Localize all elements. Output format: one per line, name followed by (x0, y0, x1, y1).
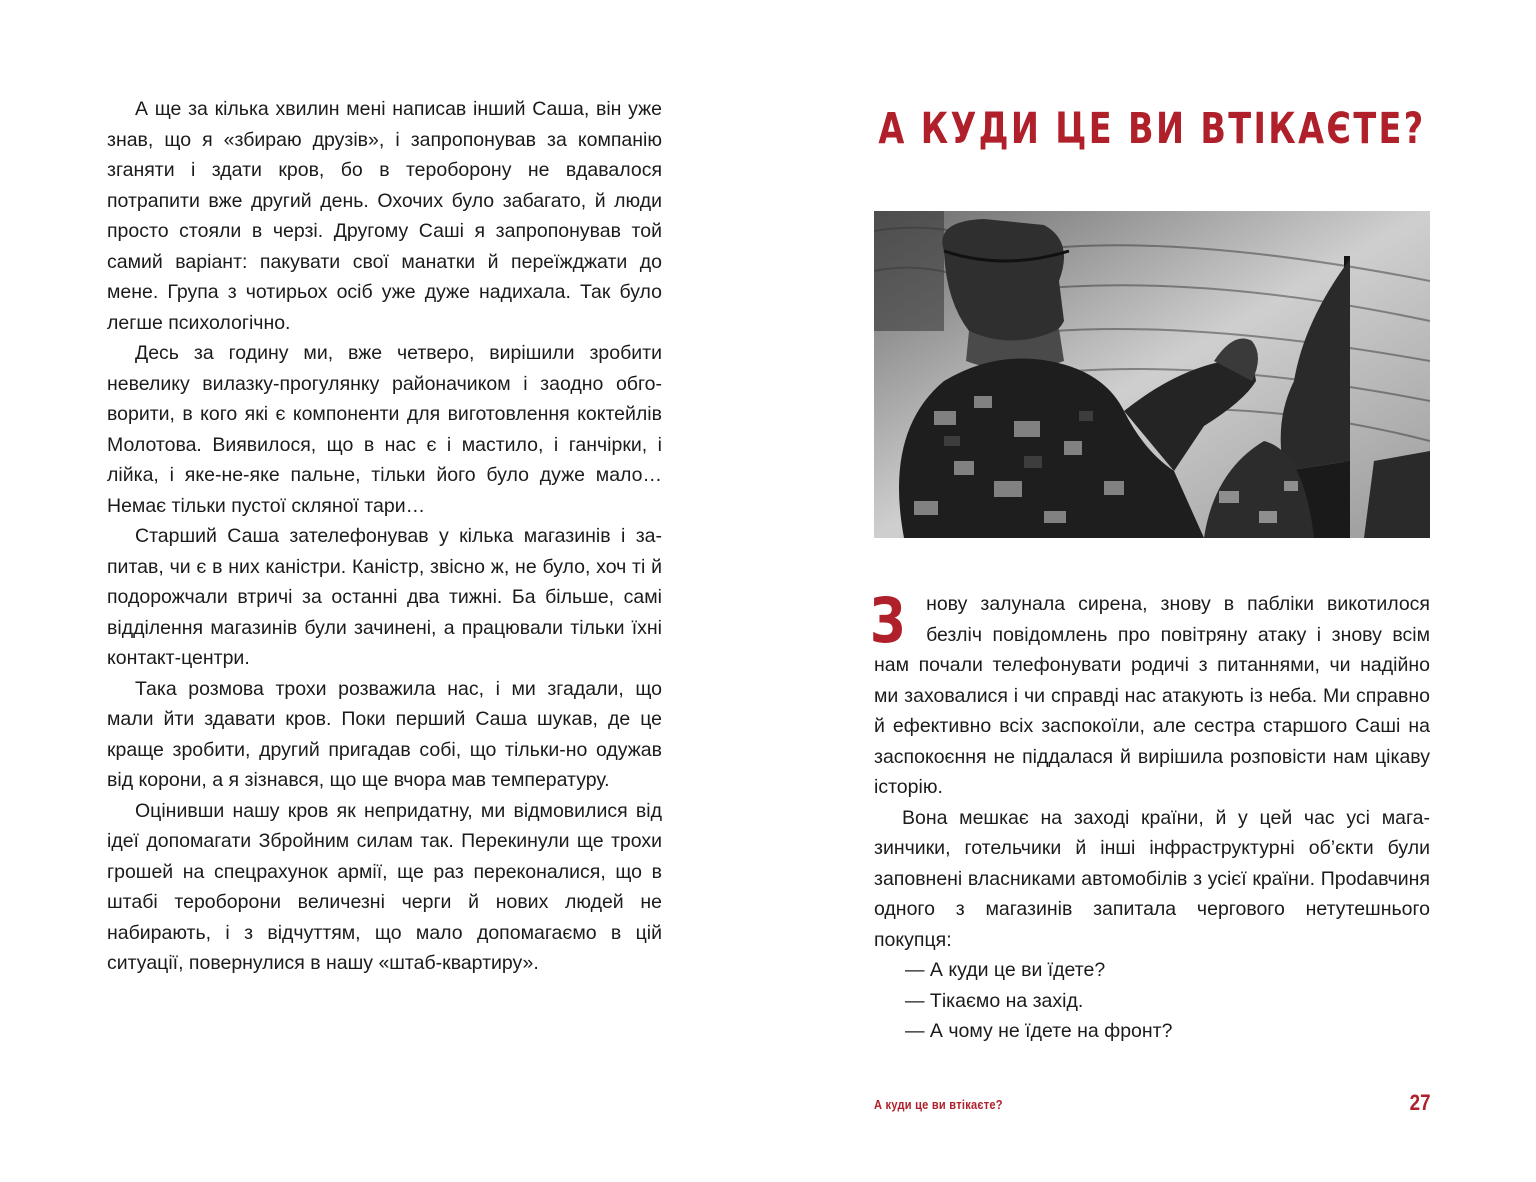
left-page-body (107, 94, 662, 979)
page-number: 27 (1409, 1090, 1430, 1115)
paragraph: Вона мешкає на заході країни, й у цей час усі магазинчики, готельчики й інші інфраструктурні об’єкти були заповнені власниками автомобілів з усієї країни. Проdавчиня одного з магазинів запитала чергового нетутешнього покупця: (874, 806, 1430, 951)
dialog-line: — Тікаємо на захід. (905, 989, 1084, 1012)
opening-paragraph (870, 584, 1430, 803)
opening-paragraph-text: нову залунала сирена, знову в пабліки викотилося безліч повідомлень про повітряну атаку і знову всім нам почали телефонувати родичі з питаннями, чи надійно ми заховалися і чи справді нас атакують із неба. Ми справно й ефективно всіх заспокоїли, але сестра старшого Саші на заспокоєння не піддалася й вирішила розповісти нам цікаву історію. (874, 593, 1430, 798)
paragraph: Десь за годину ми, вже четверо, вирішили зробити невелику вилазку-прогулянку районачиком і заодно обговорити, в кого які є компоненти для виготовлення коктейлів Молотова. Виявилося, що в нас є і мастило, і ганчірки, і лійка, і яке-не-яке пальне, тільки його було дуже мало… Немає тільки пустої скляної тари… (107, 342, 662, 517)
drop-cap: З (870, 584, 906, 657)
dialog-line: — А куди це ви їдете? (905, 959, 1106, 981)
soldier-with-flag-illustration (874, 211, 1430, 538)
dialog-line: — А чому не їдете на фронт? (905, 1020, 1173, 1042)
chapter-title: А КУДИ ЦЕ ВИ ВТІКАЄТЕ? (878, 104, 1426, 154)
right-page-body (870, 584, 1430, 1047)
running-head: А куди це ви втікаєте? (874, 1097, 1003, 1112)
right-page (768, 0, 1536, 1182)
paragraph: Старший Саша зателефонував у кілька магазинів і запитав, чи є в них каністри. Каністр, звісно ж, не було, хоч ті й подорожчали втричі за останні два тижні. Ба більше, самі відділення магазинів були зачинені, а працювали тільки їхні контакт-центри. (107, 525, 662, 669)
paragraph: А ще за кілька хвилин мені написав інший Саша, він уже знав, що я «збираю друзів», і запропонував за компанію зганяти і здати кров, бо в тероборону не вдавалося потрапити вже другий день. Охочих було забагато, й люди просто стояли в черзі. Другому Саші я запропонував той самий варіант: пакувати свої манатки й переїжджати до мене. Група з чотирьох осіб уже дуже надихала. Так було легше психологічно. (107, 98, 662, 334)
paragraph: Оцінивши нашу кров як непридатну, ми відмовилися від ідеї допомагати Збройним силам так. Перекинули ще трохи грошей на спецрахунок армії, ще раз переконалися, що в штабі тероборони величезні черги й нових людей не набирають, і з відчуттям, що мало допомагаємо в цій ситуації, повернулися в нашу «штаб-квартиру». (107, 799, 662, 974)
paragraph: Така розмова трохи розважила нас, і ми згадали, що мали йти здавати кров. Поки перший Саша шукав, де це краще зробити, другий пригадав собі, що тільки-но одужав від корони, а я зізнався, що ще вчора мав температуру. (107, 677, 662, 791)
